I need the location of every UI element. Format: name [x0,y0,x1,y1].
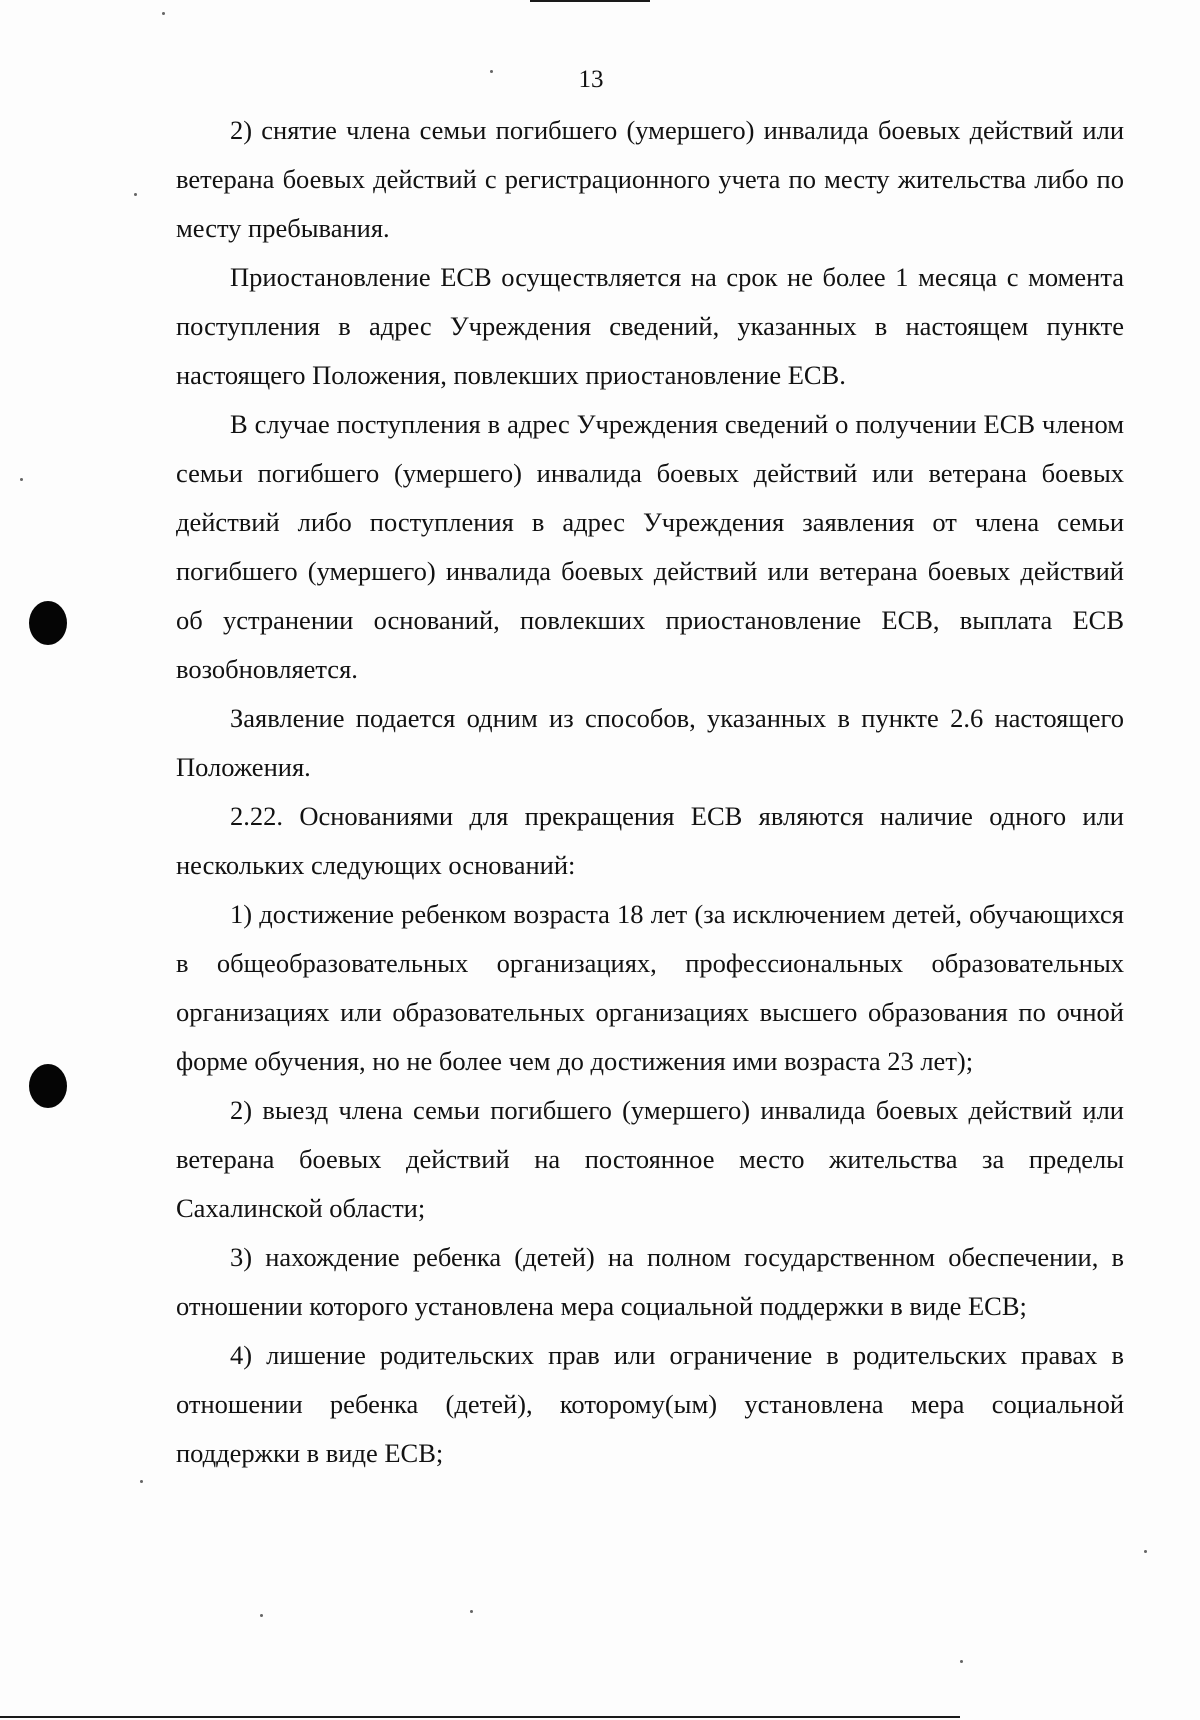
scan-speck [140,1480,143,1483]
scan-speck [134,193,137,196]
paragraph-application-method: Заявление подается одним из способов, указанных в пункте 2.6 настоящего Положения. [176,703,1124,782]
scan-speck [1144,1550,1147,1553]
scan-speck [260,1614,263,1617]
scan-speck [20,478,23,481]
punch-hole [29,1064,67,1108]
punch-hole [29,601,67,645]
paragraph-suspension-term: Приостановление ЕСВ осуществляется на срок не более 1 месяца с момента поступления в адрес Учреждения сведений, указанных в настоящем пункте настоящего Положения, повлекших приостановление ЕСВ. [176,262,1124,390]
scan-speck [470,1610,473,1613]
scan-speck [162,12,165,15]
paragraph-resumption: В случае поступления в адрес Учреждения сведений о получении ЕСВ членом семьи погибшего (умершего) инвалида боевых действий или ветерана боевых действий либо поступления в адрес Учреждения заявления от члена семьи погибшего (умершего) инвалида боевых действий или ветерана боевых действий об устранении оснований, повлекших приостановление ЕСВ, выплата ЕСВ возобновляется. [176,409,1124,684]
page-number: 13 [578,66,604,93]
paragraph-ground-relocation: 2) выезд члена семьи погибшего (умершего) инвалида боевых действий или ветерана боевых действий на постоянное место жительства за пределы Сахалинской области; [176,1095,1124,1223]
paragraph-termination-grounds: 2.22. Основаниями для прекращения ЕСВ являются наличие одного или нескольких следующих оснований: [176,801,1124,880]
scan-speck [960,1660,963,1663]
paragraph-ground-state-support: 3) нахождение ребенка (детей) на полном государственном обеспечении, в отношении которого установлена мера социальной поддержки в виде ЕСВ; [176,1242,1124,1321]
document-body [176,106,1124,1478]
scan-artifact-bottom-line [0,1716,960,1718]
scan-artifact-top-line [530,0,650,2]
paragraph-ground-parental-rights: 4) лишение родительских прав или ограничение в родительских правах в отношении ребенка (детей), которому(ым) установлена мера социальной поддержки в виде ЕСВ; [176,1340,1124,1468]
paragraph-deregistration: 2) снятие члена семьи погибшего (умершего) инвалида боевых действий или ветерана боевых действий с регистрационного учета по месту жительства либо по месту пребывания. [176,115,1124,243]
paragraph-ground-age: 1) достижение ребенком возраста 18 лет (за исключением детей, обучающихся в общеобразовательных организациях, профессиональных образовательных организациях или образовательных организациях высшего образования по очной форме обучения, но не более чем до достижения ими возраста 23 лет); [176,899,1124,1076]
